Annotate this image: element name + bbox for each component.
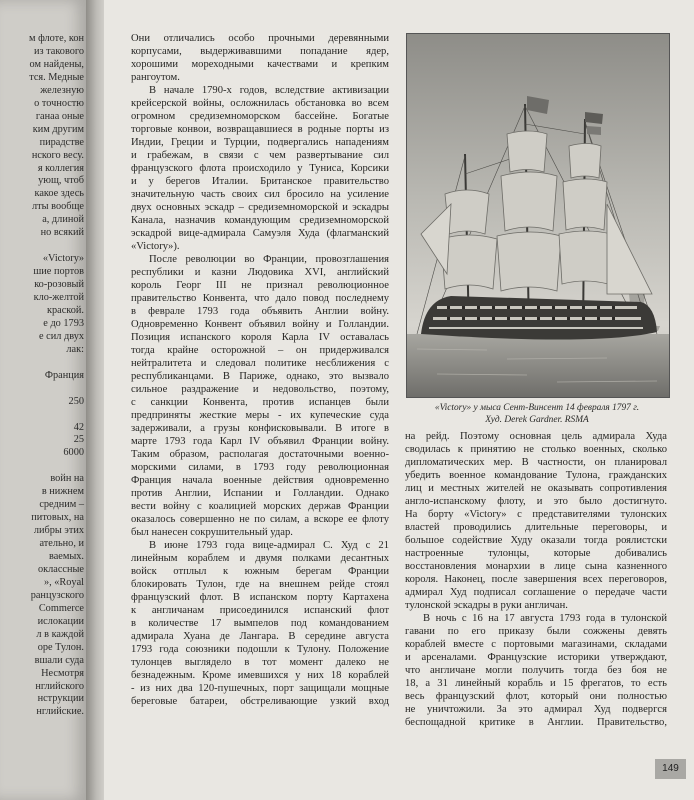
left-page-line: 6000	[63, 447, 84, 459]
column1-line: корпусами, выдерживавшими попадание ядер,	[131, 46, 389, 57]
column1-line: король Георг III не признал революционное	[131, 280, 389, 291]
column1-line: В начале 1790-х годов, вследствие активизации	[149, 85, 389, 96]
column1-line: блокировать Тулон, где на внешнем рейде стоял	[131, 579, 389, 590]
column1-line: торговые конвои, возвращавшиеся в родные порты из	[131, 124, 389, 135]
column1-line: морскими силами, в 1793 году революционная	[131, 462, 389, 473]
column2-line: весь французский флот, который они полностью	[405, 691, 667, 702]
column1-line: Канала, назначив командующим средиземноморской	[131, 215, 389, 226]
column1-line: предприняты жесткие меры - их купеческие суда	[131, 410, 389, 421]
left-page-line: нглийского	[35, 680, 84, 692]
left-page-line: м флоте, кон	[28, 33, 84, 44]
left-page-line: нструкции	[37, 693, 84, 705]
left-page-line: », «Royal	[43, 576, 84, 588]
figure-caption-line2: Худ. Derek Gardner. RSMA	[485, 415, 589, 425]
column1-line: с санкции Конвента, против испанцев были	[131, 397, 389, 408]
column1-line: Они отличались особо прочными деревянными	[131, 33, 389, 44]
left-page-line: лак:	[66, 343, 84, 355]
column1-line: и грабежам, в связи с чем развертывание сил	[131, 150, 389, 161]
left-page-line: нглийские.	[36, 706, 84, 718]
left-page-line: войн на	[50, 473, 84, 485]
left-page-line: ательно, и	[39, 538, 84, 550]
left-page-line: средним –	[39, 499, 84, 511]
column2-line: настроенные тулонцы, которые добивались	[405, 548, 667, 559]
left-page-line: лты вообще	[32, 201, 84, 213]
column2-line: На борту «Victory» с представителями тулонских	[405, 509, 667, 520]
column1-line: огромном средиземноморском бассейне. Богатые	[131, 111, 389, 122]
column1-line: «Victory»).	[131, 241, 180, 252]
column1-line: в феврале 1793 года объявить Англии войну.	[131, 306, 389, 317]
column1-line: французский флот. В испанском порту Картахена	[131, 592, 389, 603]
column1-line: В июне 1793 года вице-адмирал С. Худ с 21	[149, 540, 389, 551]
column1-line: сильное раздражение и недовольство, поэтому,	[131, 384, 389, 395]
ship-illustration-svg	[407, 34, 669, 397]
left-page-line: но всякий	[40, 227, 84, 239]
column1-line: хорошими мореходными качествами и крепким	[131, 59, 389, 70]
column1-line: правительство Конвента, что дало повод последнему	[131, 293, 389, 304]
column1-line: Франция начала военные действия одновременно	[131, 475, 389, 486]
column2-line: тулонской эскадры в руки англичан.	[405, 600, 568, 611]
left-page-line: е до 1793	[43, 317, 84, 329]
left-page-line: о точностю	[34, 97, 84, 109]
left-page-line: Франция	[44, 369, 84, 381]
left-page-line: ко-розовый	[34, 279, 84, 291]
column1-line: вести войну с коалицией морских держав Франции	[131, 501, 389, 512]
left-page-line: либры этих	[33, 525, 84, 537]
column1-line: крейсерской войны, осложнилась обстановка во всем	[131, 98, 389, 109]
left-page-line: кло-желтой	[33, 292, 84, 303]
left-page-line: какое здесь	[34, 188, 84, 200]
left-page-line: 25	[73, 434, 84, 446]
column1-line: рангоутом.	[131, 72, 180, 83]
column2-line: властей проводились длительные переговоры, и	[405, 522, 667, 533]
column1-line: против Англии, Испании и Голландии. Однако	[131, 488, 389, 499]
column1-line: линейным кораблем и двумя полками десантных	[131, 553, 389, 564]
column2-line: англо-испанскому флоту, и это было достигнуто.	[405, 496, 667, 507]
left-page-line: железную	[40, 84, 84, 96]
column2-line: восстановления монархии в лице сына казненного	[405, 561, 667, 572]
column2-line: 18, а 31 линейный корабль и 15 фрегатов, то есть	[405, 678, 667, 689]
column2-line: адмирал Худ подписал соглашение о передаче части	[405, 587, 667, 598]
column2-line: дипломатических мер. В частности, он планировал	[405, 457, 667, 468]
page-number: 149	[655, 759, 686, 779]
column1-line: береговые батареи, обстреливающие узкий вход	[131, 696, 389, 707]
left-page-line: ким другим	[32, 123, 84, 135]
left-page-line: 42	[73, 421, 84, 433]
column1-line: оказалось совершенно не по силам, а вскоре ее флоту	[131, 514, 389, 525]
left-page-line: питовых, на	[31, 512, 84, 524]
left-page-line: ганаа оные	[35, 110, 84, 122]
left-page-line: краской.	[46, 304, 84, 316]
column2-line: лиц и местных жителей не оказывать сопротивления	[405, 483, 667, 494]
left-page-line: вшали суда	[34, 654, 84, 666]
left-page-line: тся. Медные	[29, 71, 84, 83]
column1-line: и у берегов Италии. Британское правительство	[131, 176, 389, 187]
left-page-line: оклассные	[38, 563, 84, 575]
left-page-line: ваемых.	[48, 551, 84, 562]
column1-line: значительную часть своих сил бросило на усиление	[131, 189, 389, 200]
left-page-line: ранцузского	[30, 589, 84, 601]
column1-line: тогда крайне осторожной – он придерживался	[131, 345, 389, 356]
column1-line: задерживали, а грузы конфисковывали. В итоге в	[131, 423, 389, 434]
column2-line: на рейд. Поэтому основная цель адмирала Худа	[405, 431, 667, 442]
column1-line: Одновременно Конвент объявил войну и Голландии.	[131, 319, 389, 330]
column2-line: большое содействие Худу оказали тогда роялистски	[405, 535, 667, 546]
column2-line: что англичане могли получить тогда без боя не	[405, 665, 667, 676]
left-page-line: ом найдены,	[29, 58, 84, 70]
left-page-line: «Victory»	[42, 253, 84, 265]
column1-line: марте 1793 года Карл IV объявил Франции войну.	[131, 436, 389, 447]
column1-line: - из них два 120-пушечных, порт защищали мощные	[131, 683, 389, 694]
figure-caption-line1: «Victory» у мыса Сент-Винсент 14 февраля 1797 г.	[434, 403, 640, 413]
column1-line: двух основных эскадр – средиземноморской и эскадры	[131, 202, 389, 213]
left-page-line: ующ, чтоб	[38, 175, 84, 187]
column1-line: к англичанам присоединился испанский флот	[131, 605, 389, 616]
column1-line: Индии, Греции и Турции, подвергались нападениям	[131, 137, 389, 148]
column1-line: республиканцами. В Париже, однако, это вызвало	[131, 371, 389, 382]
left-page-fragment	[0, 0, 88, 800]
left-page-line: оре Тулон.	[37, 641, 84, 653]
left-page-line: ислокации	[37, 615, 84, 627]
column1-line: нейтралитета и следовал политике несближения с	[131, 358, 389, 369]
left-page-line: шие портов	[33, 266, 84, 278]
column1-line: эскадрой вице-адмирала Самуэля Худа (флагманский	[131, 228, 389, 239]
column2-line: короля. Наконец, после завершения всех переговоров,	[405, 574, 667, 585]
column2-line: беспощадной критике в Англии. Правительство,	[405, 717, 667, 728]
left-page-line: пирадстве	[39, 136, 84, 148]
left-page-line: л в каждой	[36, 628, 84, 640]
column2-line: и арсеналами. Французские историки утверждают,	[405, 652, 667, 663]
column1-line: Позиция испанского короля Карла IV оставалась	[131, 332, 389, 343]
column1-line: французского флота происходило у Туниса, Корсики	[131, 163, 389, 174]
left-page-line: е сил двух	[39, 330, 84, 342]
column2-line: В ночь с 16 на 17 августа 1793 года в тулонской	[423, 613, 667, 624]
column1-line: республики и казни Людовика XVI, английский	[131, 267, 389, 278]
column2-line: гавани по его приказу были сожжены девять	[405, 626, 667, 637]
left-page-line: Commerce	[38, 602, 84, 614]
column1-line: был нанесен сокрушительный удар.	[131, 527, 293, 538]
left-page-line: 250	[68, 395, 84, 407]
column2-line: не уничтожили. За это адмирал Худ подвергся	[405, 704, 667, 715]
column2-line: кораблей вместе с портовыми магазинами, складами	[405, 639, 667, 650]
left-page-line: в нижнем	[41, 486, 84, 498]
left-page-line: Несмотря	[41, 667, 84, 679]
column1-line: 1793 года союзники подошли к Тулону. Положение	[131, 644, 389, 655]
column1-line: безнадежным. Кроме имевшихся у них 18 кораблей	[131, 670, 389, 681]
ship-painting	[406, 33, 670, 398]
column1-line: адмирала Хуана де Лангара. В середине августа	[131, 631, 389, 642]
column2-line: убедить военное командование Тулона, гражданских	[405, 470, 667, 481]
left-page-line: я коллегия	[37, 162, 84, 174]
column1-line: в количестве 17 вымпелов под командованием	[131, 618, 389, 629]
left-page-line: из такового	[33, 45, 84, 57]
column1-line: войск отплыл к южным берегам Франции	[131, 566, 389, 577]
column1-line: После революции во Франции, провозглашения	[149, 254, 389, 265]
column1-line: тулонцев выглядело в тот момент далеко не	[131, 657, 389, 668]
left-page-line: а, длиной	[42, 214, 84, 226]
left-page-line: нского весу.	[31, 149, 84, 161]
column2-line: сводилась к принятию не столько военных, сколько	[405, 444, 667, 455]
column1-line: Таким образом, располагая достаточными военно-	[131, 449, 389, 460]
